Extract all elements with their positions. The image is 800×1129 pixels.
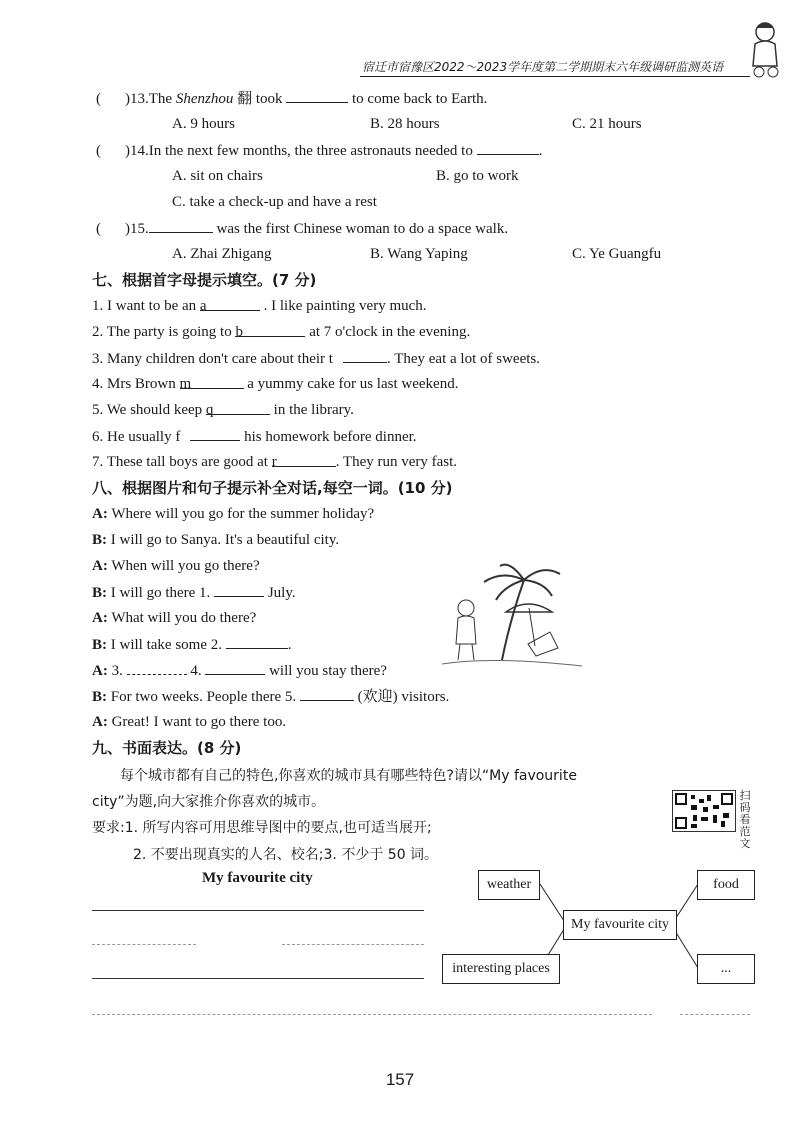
- page-number: 157: [385, 1070, 415, 1089]
- mc-13-option-a: A. 9 hours: [172, 116, 235, 132]
- section-7-item-3: 3. Many children don't care about their t . They eat a lot of sweets.: [92, 348, 540, 369]
- mc-14: ( )14.In the next few months, the three astronauts needed to .: [96, 140, 542, 161]
- dialogue-line-2: B: I will go to Sanya. It's a beautiful city.: [92, 532, 340, 548]
- section-7-item-6: 6. He usually f his homework before dinner.: [92, 426, 417, 447]
- section-9-para-2: city”为题,向大家推介你喜欢的城市。: [92, 794, 326, 810]
- section-9-title: 九、书面表达。(8 分): [92, 739, 242, 757]
- mc-15-option-a: A. Zhai Zhigang: [172, 246, 272, 262]
- section-9-req-2: 2. 不要出现真实的人名、校名;3. 不少于 50 词。: [133, 847, 439, 863]
- writing-line-2b[interactable]: [282, 944, 424, 945]
- section-7-item-7: 7. These tall boys are good at r . They run very fast.: [92, 454, 458, 470]
- mindmap-interesting-places: interesting places: [442, 954, 560, 984]
- mc-14-option-b: B. go to work: [436, 168, 519, 184]
- dialogue-line-8: B: For two weeks. People there 5. (欢迎) visitors.: [92, 686, 449, 707]
- mindmap-more: ...: [697, 954, 755, 984]
- section-9-para-1: 每个城市都有自己的特色,你喜欢的城市具有哪些特色?请以“My favourite: [120, 768, 577, 784]
- mc-15: ( )15. was the first Chinese woman to do a space walk.: [96, 218, 508, 239]
- writing-line-4b[interactable]: [680, 1014, 750, 1015]
- section-7-title: 七、根据首字母提示填空。(7 分): [92, 271, 317, 289]
- section-7-item-5: 5. We should keep q in the library.: [92, 402, 354, 418]
- section-8-title: 八、根据图片和句子提示补全对话,每空一词。(10 分): [92, 479, 453, 497]
- writing-line-4[interactable]: [92, 1014, 652, 1015]
- mindmap-weather: weather: [478, 870, 540, 900]
- header-title: 宿迁市宿豫区2022～2023学年度第二学期期末六年级调研监测英语: [362, 60, 724, 74]
- section-7-item-4: 4. Mrs Brown m a yummy cake for us last weekend.: [92, 376, 459, 392]
- dialogue-line-3: A: When will you go there?: [92, 558, 260, 574]
- mindmap-food: food: [697, 870, 755, 900]
- writing-line-3[interactable]: [92, 978, 424, 979]
- mindmap-center: My favourite city: [563, 910, 677, 940]
- mc-15-option-b: B. Wang Yaping: [370, 246, 468, 262]
- dialogue-line-1: A: Where will you go for the summer holiday?: [92, 506, 375, 522]
- mc-13: ( )13.The Shenzhou 翻 took to come back to Earth.: [96, 88, 487, 109]
- dialogue-line-6: B: I will take some 2. .: [92, 634, 291, 655]
- mc-14-option-a: A. sit on chairs: [172, 168, 263, 184]
- mc-13-option-c: C. 21 hours: [572, 116, 642, 132]
- mc-14-option-c: C. take a check-up and have a rest: [172, 194, 377, 210]
- dialogue-line-4: B: I will go there 1. July.: [92, 582, 296, 603]
- section-7-item-1: 1. I want to be an a . I like painting very much.: [92, 298, 427, 314]
- mc-15-option-c: C. Ye Guangfu: [572, 246, 662, 262]
- beach-illustration: [432, 560, 592, 672]
- essay-title: My favourite city: [202, 870, 313, 886]
- dialogue-line-7: A: 3. 4. will you stay there?: [92, 660, 387, 681]
- mascot-illustration: [745, 18, 785, 80]
- mc-13-option-b: B. 28 hours: [370, 116, 440, 132]
- dialogue-line-5: A: What will you do there?: [92, 610, 257, 626]
- section-9-req-1: 要求:1. 所写内容可用思维导图中的要点,也可适当展开;: [92, 820, 432, 836]
- qr-label: 扫码看范文: [739, 789, 751, 850]
- qr-code[interactable]: [672, 790, 736, 832]
- dialogue-line-9: A: Great! I want to go there too.: [92, 714, 287, 730]
- writing-line-1[interactable]: [92, 910, 424, 911]
- section-7-item-2: 2. The party is going to b at 7 o'clock in the evening.: [92, 324, 471, 340]
- writing-line-2a[interactable]: [92, 944, 196, 945]
